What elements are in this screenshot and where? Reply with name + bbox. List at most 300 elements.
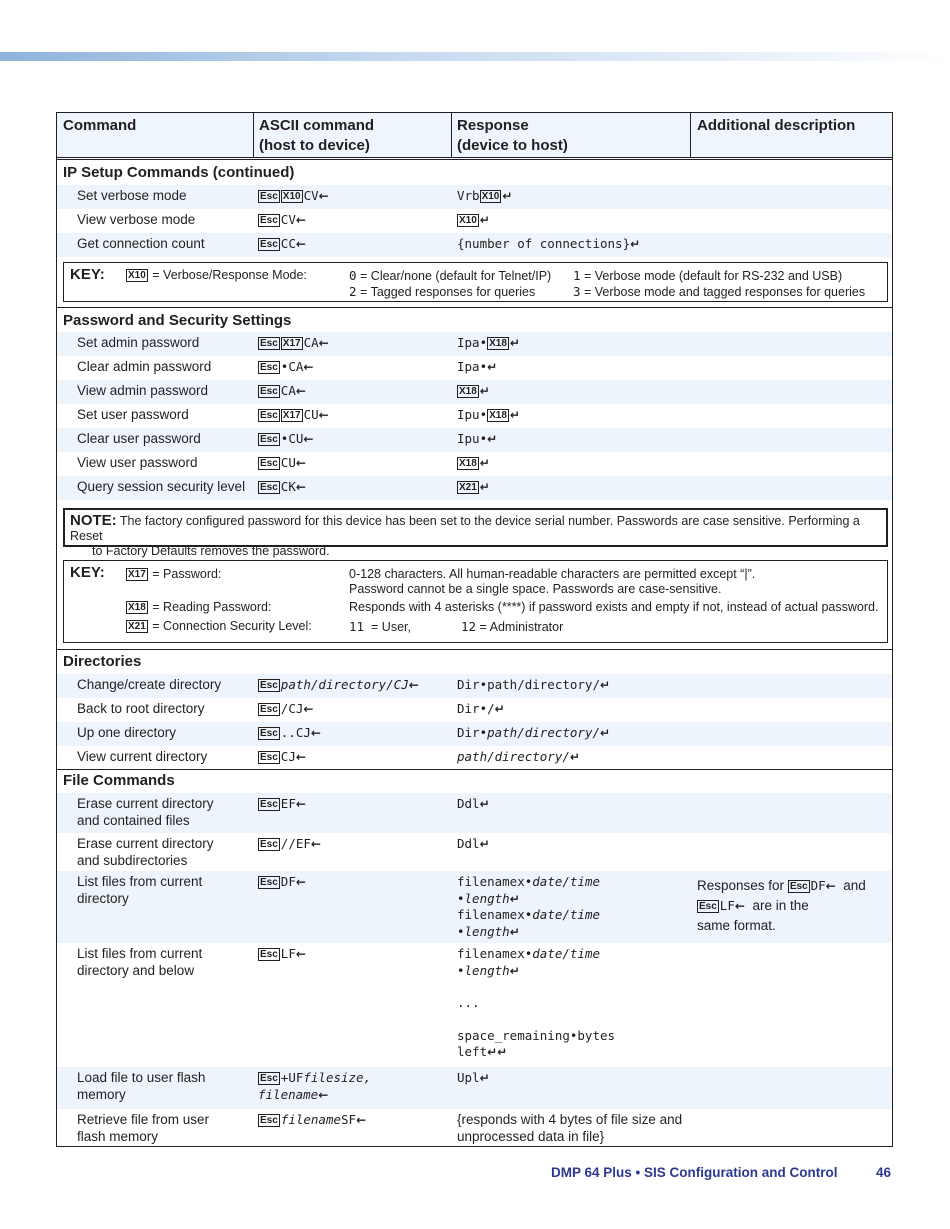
label-line: directory and below: [77, 962, 195, 978]
desc-text: and: [843, 878, 866, 893]
arrow-left-icon: ←: [318, 1087, 329, 1102]
table-row: [57, 943, 892, 1067]
command-text: •CA: [280, 359, 304, 374]
command-label: Set verbose mode: [77, 188, 187, 203]
response-line: [457, 874, 600, 891]
command-text: SF: [341, 1112, 357, 1127]
esc-key-icon: Esc: [260, 877, 278, 888]
table-row: [57, 185, 892, 209]
ascii-command: [258, 677, 419, 694]
command-label: View current directory: [77, 749, 208, 764]
ascii-command: [258, 431, 313, 448]
ascii-command: [258, 335, 329, 352]
command-text: filename: [258, 1086, 319, 1102]
table-row: [57, 356, 892, 380]
arrow-left-icon: ←: [295, 480, 306, 494]
response: [457, 725, 610, 742]
esc-key-icon: Esc: [260, 362, 278, 373]
esc-key-icon: Esc: [260, 799, 278, 810]
arrow-left-icon: ←: [295, 213, 306, 227]
enter-icon: ↵: [569, 750, 580, 764]
header-command: Command: [63, 117, 137, 134]
arrow-left-icon: ←: [356, 1113, 367, 1127]
ascii-command: [258, 359, 313, 376]
response: [457, 236, 640, 253]
key-code: 2: [349, 284, 357, 299]
ascii-command: [258, 701, 313, 718]
response: [457, 1112, 682, 1145]
esc-key-icon: Esc: [260, 680, 278, 691]
command-label: View user password: [77, 455, 198, 470]
enter-icon: ↵: [487, 432, 498, 446]
key-code: 0: [349, 268, 357, 283]
command-label: [77, 874, 257, 907]
column-divider: [451, 113, 452, 157]
command-label: Up one directory: [77, 725, 177, 740]
key-title: KEY:: [70, 266, 105, 283]
variable-badge: X18: [459, 458, 477, 469]
key-desc: = Password:: [152, 567, 222, 581]
table-row: [57, 380, 892, 404]
enter-icon: ↵: [479, 480, 490, 494]
command-text: CC: [280, 236, 296, 251]
response-text: Ipa•: [457, 335, 488, 350]
note-text: [70, 513, 882, 559]
command-text: filesize,: [303, 1070, 372, 1085]
enter-icon: ↵: [630, 237, 641, 251]
table-row: [57, 722, 892, 746]
table-row: [57, 452, 892, 476]
table-row: [57, 1109, 892, 1147]
command-line: [258, 1087, 371, 1104]
esc-key-icon: Esc: [260, 239, 278, 250]
note-line1: The factory configured password for this device has been set to the device serial number. Passwords are case sensitive. Performing a Reset: [70, 514, 860, 543]
enter-icon: ↵: [479, 797, 490, 811]
command-label: Back to root directory: [77, 701, 205, 716]
response-line: [457, 907, 600, 924]
command-text: LF: [719, 898, 735, 913]
variable-badge: X17: [128, 569, 146, 580]
response: [457, 796, 490, 813]
ascii-command: [258, 383, 306, 400]
table-row: [57, 674, 892, 698]
response-text: filenamex•: [457, 946, 533, 961]
variable-badge: X21: [459, 482, 477, 493]
command-text: CK: [280, 479, 296, 494]
key-value-text: = Tagged responses for queries: [360, 285, 536, 299]
enter-icon: ↵: [509, 408, 520, 422]
footer-title: DMP 64 Plus • SIS Configuration and Control: [551, 1165, 838, 1180]
note-line2: to Factory Defaults removes the password.: [92, 544, 330, 558]
header-response-line2: (device to host): [457, 137, 568, 154]
ascii-command: [258, 479, 306, 496]
response: [457, 479, 490, 496]
response: [457, 359, 497, 376]
command-label: View admin password: [77, 383, 209, 398]
response-text: •length: [457, 890, 510, 906]
arrow-left-icon: ←: [295, 797, 306, 811]
esc-key-icon: Esc: [260, 410, 278, 421]
section-title-password: Password and Security Settings: [63, 312, 292, 329]
esc-key-icon: Esc: [260, 949, 278, 960]
label-line: flash memory: [77, 1128, 159, 1144]
key-value-text: = Verbose mode and tagged responses for queries: [584, 285, 866, 299]
enter-icon: ↵: [502, 189, 513, 203]
key-value-text: = User,: [371, 620, 411, 634]
enter-icon: ↵: [600, 678, 611, 692]
command-text: +UF: [280, 1070, 304, 1085]
esc-key-icon: Esc: [260, 1073, 278, 1084]
section-divider: [57, 769, 892, 770]
enter-icon: ↵: [487, 360, 498, 374]
command-label: Set admin password: [77, 335, 200, 350]
enter-icon: ↵: [494, 702, 505, 716]
response-text: path/directory/: [487, 725, 600, 740]
command-text: filename: [280, 1112, 342, 1127]
command-label: Get connection count: [77, 236, 205, 251]
table-row: [57, 233, 892, 257]
table-row: [57, 1067, 892, 1109]
command-text: CU: [280, 455, 296, 470]
command-text: LF: [280, 946, 296, 961]
arrow-left-icon: ←: [295, 456, 306, 470]
arrow-left-icon: ←: [318, 336, 329, 350]
key-var-x21: [126, 619, 312, 634]
command-text: path/directory/CJ: [280, 677, 409, 692]
enter-icon: ↵: [600, 726, 611, 740]
enter-icon: ↵: [497, 1045, 508, 1059]
table-header: [57, 113, 892, 160]
response-text: date/time: [532, 874, 600, 889]
arrow-left-icon: ←: [295, 875, 306, 889]
additional-description: [697, 876, 887, 936]
enter-icon: ↵: [479, 384, 490, 398]
arrow-left-icon: ←: [295, 237, 306, 251]
key-value: [349, 284, 535, 300]
command-label: [77, 796, 257, 829]
response: [457, 188, 512, 205]
column-divider: [253, 113, 254, 157]
response-text: date/time: [532, 907, 600, 922]
arrow-left-icon: ←: [295, 750, 306, 764]
arrow-left-icon: ←: [295, 384, 306, 398]
variable-badge: X18: [459, 386, 477, 397]
response-line: [457, 946, 615, 963]
key-value-text: = Administrator: [479, 620, 564, 634]
ascii-command: [258, 1112, 366, 1129]
response-text: Ipu•: [457, 407, 488, 422]
response-text: •length: [457, 962, 510, 978]
response: [457, 383, 490, 400]
response: [457, 212, 490, 229]
enter-icon: ↵: [479, 1071, 490, 1085]
key-desc: = Verbose/Response Mode:: [152, 268, 307, 282]
column-divider: [690, 113, 691, 157]
variable-badge: X21: [128, 621, 146, 632]
command-label: Change/create directory: [77, 677, 222, 692]
command-text: //EF: [280, 836, 311, 851]
command-text: CV: [303, 188, 319, 203]
command-label: [77, 1112, 257, 1145]
table-row: [57, 476, 892, 500]
response-text: Vrb: [457, 188, 480, 203]
arrow-left-icon: ←: [303, 360, 314, 374]
command-label: [77, 836, 257, 869]
key-code: 1: [573, 268, 581, 283]
header-response: [457, 116, 568, 156]
esc-key-icon: Esc: [260, 191, 278, 202]
response: [457, 874, 600, 940]
arrow-left-icon: ←: [318, 408, 329, 422]
key-code: 3: [573, 284, 581, 299]
key-var-x18: [126, 600, 271, 615]
esc-key-icon: Esc: [260, 215, 278, 226]
response-text: Dir•path/directory/: [457, 677, 600, 692]
label-line: Retrieve file from user: [77, 1112, 210, 1127]
esc-key-icon: Esc: [260, 386, 278, 397]
arrow-left-icon: ←: [408, 678, 419, 692]
key-var-x10: [126, 268, 307, 283]
note-title: NOTE:: [70, 512, 117, 529]
enter-icon: ↵: [479, 456, 490, 470]
esc-key-icon: Esc: [260, 482, 278, 493]
key-value: [349, 619, 411, 635]
response-line: {responds with 4 bytes of file size and: [457, 1112, 683, 1127]
response: [457, 946, 615, 1061]
command-label: [77, 1070, 257, 1103]
response: [457, 749, 580, 766]
key-value-text: 0-128 characters. All human-readable characters are permitted except “|”.: [349, 567, 756, 581]
ascii-command: [258, 874, 306, 891]
header-response-line1: Response: [457, 117, 529, 134]
label-line: and subdirectories: [77, 852, 188, 868]
table-row: [57, 793, 892, 833]
enter-icon: ↵: [509, 963, 520, 978]
variable-badge: X17: [282, 338, 301, 349]
key-desc: = Connection Security Level:: [152, 619, 312, 633]
command-text: /CJ: [280, 701, 304, 716]
key-value-text: = Verbose mode (default for RS-232 and USB): [584, 269, 843, 283]
response-line: [457, 891, 600, 908]
command-label: Set user password: [77, 407, 189, 422]
response-text: left: [457, 1044, 488, 1059]
enter-icon: ↵: [509, 891, 520, 906]
arrow-left-icon: ←: [303, 702, 314, 716]
key-value: [573, 284, 865, 300]
ascii-command: [258, 455, 306, 472]
response: [457, 1070, 490, 1087]
arrow-left-icon: ←: [318, 189, 329, 203]
ascii-command: [258, 749, 306, 766]
variable-badge: X10: [459, 215, 477, 226]
section-title-directories: Directories: [63, 653, 142, 670]
ascii-command: [258, 236, 306, 253]
top-accent-bar: [0, 52, 950, 61]
command-text: CV: [280, 212, 296, 227]
response-text: Ddl: [457, 796, 480, 811]
key-title: KEY:: [70, 564, 105, 581]
esc-key-icon: Esc: [260, 338, 278, 349]
command-label: Query session security level: [77, 479, 246, 494]
section-divider: [57, 307, 892, 308]
enter-icon: ↵: [479, 213, 490, 227]
table-row: [57, 871, 892, 943]
key-value-text: Password cannot be a single space. Passwords are case-sensitive.: [349, 582, 722, 596]
esc-key-icon: Esc: [260, 458, 278, 469]
ascii-command: [258, 946, 306, 963]
response-line: [457, 963, 615, 980]
label-line: Erase current directory: [77, 796, 214, 811]
response: [457, 407, 520, 424]
header-ascii: [259, 116, 374, 156]
ascii-command: [258, 188, 329, 205]
label-line: Erase current directory: [77, 836, 214, 851]
esc-key-icon: Esc: [260, 839, 278, 850]
command-text: CA: [303, 335, 319, 350]
arrow-left-icon: ←: [303, 432, 314, 446]
arrow-left-icon: ←: [734, 899, 745, 913]
variable-badge: X10: [481, 191, 500, 202]
note-box: [63, 508, 888, 558]
enter-icon: ↵: [487, 1045, 498, 1059]
variable-badge: X10: [128, 270, 146, 281]
header-additional: Additional description: [697, 117, 856, 134]
command-label: View verbose mode: [77, 212, 196, 227]
label-line: directory: [77, 890, 129, 906]
response-line: ...: [457, 995, 480, 1010]
key-code: 11: [349, 619, 365, 634]
ascii-command: [258, 836, 321, 853]
response-text: Ipa•: [457, 359, 488, 374]
key-value-text: = Clear/none (default for Telnet/IP): [360, 269, 552, 283]
command-text: ..CJ: [280, 725, 311, 740]
esc-key-icon: Esc: [789, 881, 808, 892]
variable-badge: X18: [489, 410, 507, 421]
response-text: Ddl: [457, 836, 480, 851]
enter-icon: ↵: [509, 924, 520, 939]
table-row: [57, 833, 892, 871]
table-row: [57, 428, 892, 452]
page-number: 46: [876, 1165, 892, 1180]
response-line: [457, 924, 600, 941]
table-row: [57, 698, 892, 722]
label-line: List files from current: [77, 874, 203, 889]
table-row: [57, 332, 892, 356]
desc-text: Responses for: [697, 878, 785, 893]
section-title-ip-setup: IP Setup Commands (continued): [63, 164, 295, 181]
desc-text: same format.: [697, 918, 776, 933]
enter-icon: ↵: [479, 837, 490, 851]
variable-badge: X18: [128, 602, 146, 613]
arrow-left-icon: ←: [310, 837, 321, 851]
label-line: Load file to user flash: [77, 1070, 206, 1085]
response-text: Dir•: [457, 725, 488, 740]
response-text: {number of connections}: [457, 236, 631, 251]
key-value: [461, 619, 563, 635]
response-text: Ipu•: [457, 431, 488, 446]
key-var-x17: [126, 567, 221, 582]
response: [457, 431, 497, 448]
label-line: memory: [77, 1086, 126, 1102]
esc-key-icon: Esc: [260, 704, 278, 715]
table-row: [57, 404, 892, 428]
esc-key-icon: Esc: [260, 1115, 278, 1126]
desc-text: are in the: [752, 898, 809, 913]
command-label: Clear user password: [77, 431, 201, 446]
arrow-left-icon: ←: [310, 726, 321, 740]
response-line: space_remaining•bytes: [457, 1027, 616, 1043]
header-ascii-line1: ASCII command: [259, 117, 375, 134]
command-text: CA: [280, 383, 296, 398]
command-text: CU: [303, 407, 319, 422]
header-ascii-line2: (host to device): [259, 137, 370, 154]
key-box-verbose: [63, 262, 888, 302]
label-line: List files from current: [77, 946, 203, 961]
command-line: [258, 1070, 371, 1087]
key-value: [573, 268, 842, 284]
ascii-command: [258, 407, 329, 424]
command-text: •CU: [280, 431, 304, 446]
response: [457, 677, 610, 694]
sis-command-table: [56, 112, 893, 1147]
command-text: EF: [280, 796, 296, 811]
table-row: [57, 746, 892, 770]
ascii-command: [258, 212, 306, 229]
command-text: DF: [810, 878, 826, 893]
section-title-file-commands: File Commands: [63, 772, 175, 789]
response-text: Upl: [457, 1070, 480, 1085]
arrow-left-icon: ←: [825, 879, 836, 893]
enter-icon: ↵: [509, 336, 520, 350]
response: [457, 836, 490, 853]
table-row: [57, 209, 892, 233]
response: [457, 335, 520, 352]
ascii-command: [258, 796, 306, 813]
esc-key-icon: Esc: [260, 752, 278, 763]
response: [457, 455, 490, 472]
key-box-password: [63, 560, 888, 643]
command-text: DF: [280, 874, 296, 889]
esc-key-icon: Esc: [699, 901, 717, 912]
command-label: Clear admin password: [77, 359, 212, 374]
esc-key-icon: Esc: [260, 728, 278, 739]
command-label: [77, 946, 257, 979]
command-text: CJ: [280, 749, 296, 764]
ascii-command: [258, 1070, 371, 1103]
label-line: and contained files: [77, 812, 190, 828]
key-code: 12: [461, 619, 477, 634]
response-text: filenamex•: [457, 874, 533, 889]
response-line: [457, 1044, 615, 1061]
esc-key-icon: Esc: [260, 434, 278, 445]
response: [457, 701, 505, 718]
response-text: date/time: [532, 946, 600, 961]
response-text: •length: [457, 923, 510, 939]
response-text: filenamex•: [457, 907, 533, 922]
response-text: Dir•/: [457, 701, 495, 716]
ascii-command: [258, 725, 321, 742]
key-value: [349, 268, 551, 284]
response-line: unprocessed data in file}: [457, 1128, 605, 1144]
variable-badge: X10: [282, 191, 301, 202]
variable-badge: X18: [489, 338, 507, 349]
variable-badge: X17: [282, 410, 301, 421]
response-text: path/directory/: [457, 749, 570, 764]
section-divider: [57, 649, 892, 650]
arrow-left-icon: ←: [295, 947, 306, 961]
key-desc: = Reading Password:: [152, 600, 272, 614]
key-value-text: Responds with 4 asterisks (****) if password exists and empty if not, instead of actual password.: [349, 600, 879, 614]
